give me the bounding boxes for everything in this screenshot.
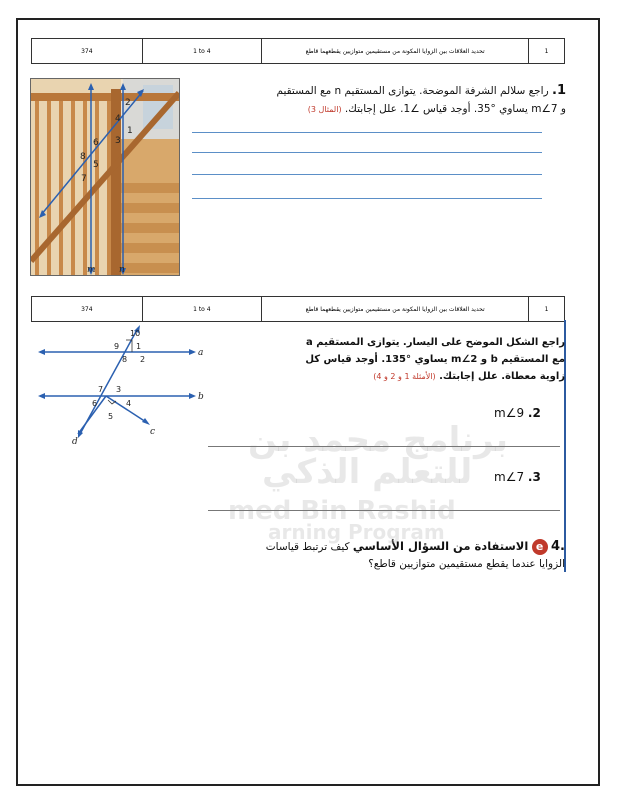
fig2-label-9: 9 [114, 342, 120, 351]
fig1-label-7: 7 [81, 174, 87, 184]
fig2-label-d: d [72, 437, 78, 446]
header-standard-count-2: 1 [528, 297, 564, 321]
fig2-label-c: c [150, 427, 156, 437]
stairs-photo [30, 78, 180, 276]
answer-line-3[interactable] [192, 174, 542, 175]
question-3-answer-line[interactable] [208, 510, 560, 511]
header-lesson-title: تحديد العلاقات بين الزوايا المكونة من مستقيمين متوازيين يقطعهما قاطع [261, 39, 528, 63]
lesson-header-1 [31, 38, 565, 64]
lesson-header-2 [31, 296, 565, 322]
question-4-bold: الاستفادة من السؤال الأساسي [352, 539, 529, 553]
watermark-latin-2: arning Program [268, 520, 445, 544]
question-1-line-2 [198, 100, 566, 119]
fig2-label-4: 4 [126, 399, 132, 408]
answer-line-2[interactable] [192, 152, 542, 153]
fig1-label-5: 5 [93, 160, 99, 170]
question-4-number: .4 [551, 539, 565, 554]
intro-line-1: راجع الشكل الموضح على اليسار. يتوازى المستقيم a [306, 337, 565, 348]
header-standard-count: 1 [528, 39, 564, 63]
fig2-label-1: 1 [136, 342, 142, 351]
question-2 [494, 406, 541, 420]
essential-question-icon: e [532, 539, 548, 555]
question-3 [494, 470, 541, 484]
fig2-label-10: 10 [130, 329, 141, 338]
fig1-label-8: 8 [80, 152, 86, 162]
question-1-hint: (المثال 3) [307, 105, 342, 114]
question-4-text-1: كيف ترتبط قياسات [265, 541, 350, 553]
fig2-label-7: 7 [98, 385, 104, 394]
fig1-label-6: 6 [93, 138, 99, 148]
intro-line-3-text: زاوية معطاة. علل إجابتك. [439, 371, 565, 382]
question-group-intro [255, 334, 565, 385]
answer-line-4[interactable] [192, 198, 542, 199]
fig2-label-b: b [198, 392, 204, 402]
question-1-text-2: و m∠7 يساوي °35. أوجد قياس ∠1. علل إجابتك. [344, 103, 566, 115]
fig1-label-m: m [87, 265, 96, 275]
header-grade-range-2: 1 to 4 [142, 297, 262, 321]
header-lesson-number-2: 374 [81, 305, 93, 313]
question-4 [240, 538, 565, 573]
header-lesson-number: 374 [81, 47, 93, 55]
fig2-label-2: 2 [140, 355, 146, 364]
fig2-label-6: 6 [92, 399, 98, 408]
question-2-number: .2 [527, 406, 541, 420]
question-2-label: m∠9 [494, 406, 525, 420]
question-1-text-1: راجع سلالم الشرفة الموضحة. يتوازى المستقيم n مع المستقيم [276, 85, 549, 97]
header-lesson-title-2: تحديد العلاقات بين الزوايا المكونة من مستقيمين متوازيين يقطعهما قاطع [261, 297, 528, 321]
watermark-arabic-2: للتعلم الذكي [262, 452, 473, 492]
question-2-answer-line[interactable] [208, 446, 560, 447]
question-3-number: .3 [527, 470, 541, 484]
fig2-label-5: 5 [108, 412, 114, 421]
fig1-label-n: n [119, 265, 125, 275]
answer-line-1[interactable] [192, 132, 542, 133]
question-1-number: 1. [552, 83, 566, 98]
question-1 [198, 82, 566, 119]
fig1-label-3: 3 [115, 136, 121, 146]
intro-line-3 [255, 368, 565, 385]
fig1-label-4: 4 [115, 114, 121, 124]
watermark-latin-1: med Bin Rashid [228, 496, 456, 526]
question-1-line-1 [198, 82, 566, 100]
header-grade-range: 1 to 4 [142, 39, 262, 63]
question-4-line-1 [240, 538, 565, 556]
fig2-label-a: a [198, 348, 204, 358]
parallel-lines-figure [34, 322, 214, 446]
intro-line-2: مع المستقيم b و m∠2 يساوي °135. أوجد قياس كل [305, 354, 565, 365]
fig1-label-1: 1 [127, 126, 133, 136]
watermark-arabic-1: برنامج محمد بن [248, 420, 509, 460]
fig2-label-8: 8 [122, 355, 128, 364]
stairs-illustration [31, 79, 179, 275]
intro-hint: (الأمثلة 1 و 2 و 4) [373, 372, 436, 381]
fig2-label-3: 3 [116, 385, 122, 394]
question-3-label: m∠7 [494, 470, 525, 484]
question-4-line-2: الزوايا عندما يقطع مستقيمين متوازيين قاطع؟ [368, 558, 565, 570]
fig1-label-2: 2 [125, 98, 131, 108]
